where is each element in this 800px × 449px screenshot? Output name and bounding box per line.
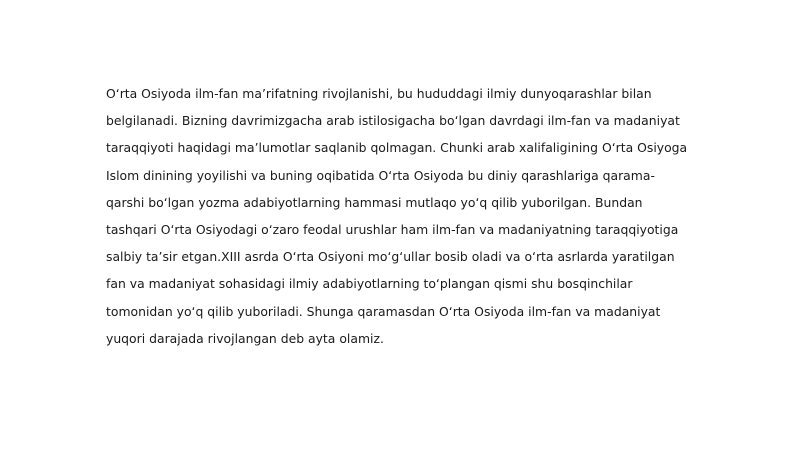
paragraph-line: salbiy ta’sir etgan.XIII asrda O‘rta Osiyoni mo‘g‘ullar bosib oladi va o‘rta asrlarda yaratilgan [106,249,675,265]
paragraph-line: O‘rta Osiyoda ilm-fan ma’rifatning rivojlanishi, bu hududdagi ilmiy dunyoqarashlar bilan [106,86,652,101]
paragraph-line: Islom dinining yoyilishi va buning oqibatida O‘rta Osiyoda bu diniy qarashlariga qarama- [106,167,655,183]
paragraph-line: tomonidan yo‘q qilib yuboriladi. Shunga qaramasdan O‘rta Osiyoda ilm-fan va madaniyat [106,303,661,319]
paragraph-line: belgilanadi. Bizning davrimizgacha arab istilosigacha bo‘lgan davrdagi ilm-fan va madaniyat [106,113,680,129]
paragraph-line: yuqori darajada rivojlangan deb ayta olamiz. [106,330,384,346]
body-paragraph [106,80,688,352]
paragraph-line: taraqqiyoti haqidagi ma’lumotlar saqlanib qolmagan. Chunki arab xalifaligining O‘rta Osiyoga [106,140,688,156]
paragraph-line: tashqari O‘rta Osiyodagi o‘zaro feodal urushlar ham ilm-fan va madaniyatning taraqqiyotiga [106,221,679,237]
paragraph-line: fan va madaniyat sohasidagi ilmiy adabiyotlarning to‘plangan qismi shu bosqinchilar [106,276,633,292]
paragraph-line: qarshi bo‘lgan yozma adabiyotlarning hammasi mutlaqo yo‘q qilib yuborilgan. Bundan [106,194,643,210]
